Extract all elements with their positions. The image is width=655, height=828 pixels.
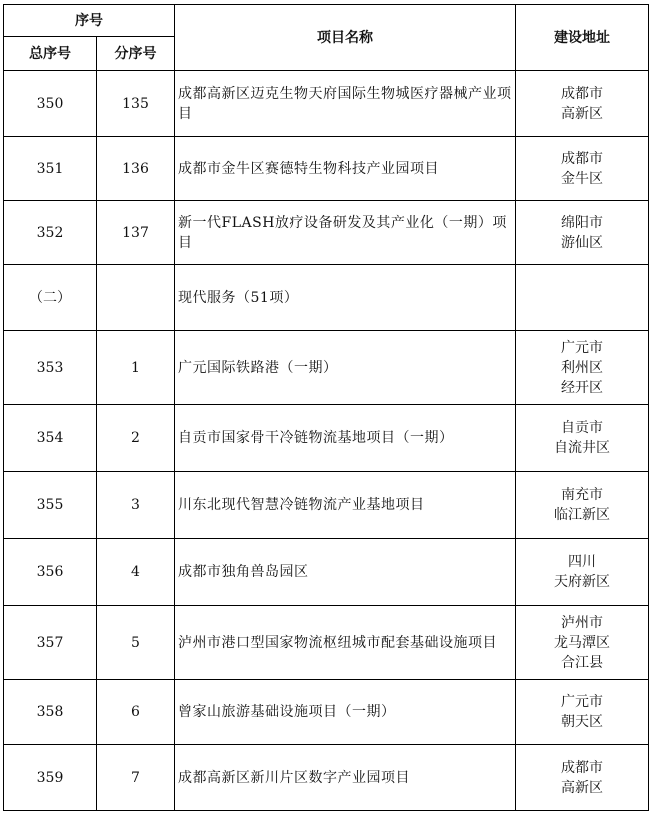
location-cell: 四川 天府新区 — [516, 539, 649, 606]
table-header — [4, 5, 649, 71]
location-cell: 成都市 高新区 — [516, 745, 649, 811]
total-seq-cell: （二） — [4, 265, 97, 331]
location-cell: 广元市 利州区 经开区 — [516, 331, 649, 405]
location-cell: 绵阳市 游仙区 — [516, 201, 649, 265]
seq-group-header: 序号 — [4, 5, 175, 37]
table-row — [4, 137, 649, 201]
total-seq-header: 总序号 — [4, 37, 97, 71]
sub-seq-cell: 136 — [97, 137, 175, 201]
table-row — [4, 71, 649, 137]
project-name-cell: 新一代FLASH放疗设备研发及其产业化（一期）项目 — [175, 201, 516, 265]
project-name-cell: 自贡市国家骨干冷链物流基地项目（一期） — [175, 405, 516, 472]
sub-seq-cell: 135 — [97, 71, 175, 137]
project-name-cell: 成都高新区迈克生物天府国际生物城医疗器械产业项目 — [175, 71, 516, 137]
table-body — [4, 71, 649, 811]
sub-seq-cell: 6 — [97, 680, 175, 745]
table-row — [4, 680, 649, 745]
total-seq-cell: 356 — [4, 539, 97, 606]
location-cell: 成都市 高新区 — [516, 71, 649, 137]
sub-seq-cell: 4 — [97, 539, 175, 606]
sub-seq-cell: 7 — [97, 745, 175, 811]
project-name-cell: 现代服务（51项） — [175, 265, 516, 331]
sub-seq-cell: 1 — [97, 331, 175, 405]
location-cell: 成都市 金牛区 — [516, 137, 649, 201]
location-cell: 自贡市 自流井区 — [516, 405, 649, 472]
project-name-cell: 曾家山旅游基础设施项目（一期） — [175, 680, 516, 745]
total-seq-cell: 357 — [4, 606, 97, 680]
project-name-cell: 泸州市港口型国家物流枢纽城市配套基础设施项目 — [175, 606, 516, 680]
project-name-cell: 成都市独角兽岛园区 — [175, 539, 516, 606]
location-cell: 南充市 临江新区 — [516, 472, 649, 539]
sub-seq-header: 分序号 — [97, 37, 175, 71]
table-row — [4, 201, 649, 265]
project-name-cell: 成都市金牛区赛德特生物科技产业园项目 — [175, 137, 516, 201]
sub-seq-cell: 3 — [97, 472, 175, 539]
total-seq-cell: 353 — [4, 331, 97, 405]
total-seq-cell: 355 — [4, 472, 97, 539]
project-table — [3, 4, 649, 811]
table-row — [4, 539, 649, 606]
total-seq-cell: 351 — [4, 137, 97, 201]
sub-seq-cell: 5 — [97, 606, 175, 680]
table-row — [4, 606, 649, 680]
table-row — [4, 472, 649, 539]
total-seq-cell: 358 — [4, 680, 97, 745]
project-name-header: 项目名称 — [175, 5, 516, 71]
project-name-cell: 成都高新区新川片区数字产业园项目 — [175, 745, 516, 811]
table-row — [4, 405, 649, 472]
total-seq-cell: 359 — [4, 745, 97, 811]
location-header: 建设地址 — [516, 5, 649, 71]
location-cell: 泸州市 龙马潭区 合江县 — [516, 606, 649, 680]
sub-seq-cell: 2 — [97, 405, 175, 472]
sub-seq-cell: 137 — [97, 201, 175, 265]
sub-seq-cell — [97, 265, 175, 331]
total-seq-cell: 350 — [4, 71, 97, 137]
project-name-cell: 川东北现代智慧冷链物流产业基地项目 — [175, 472, 516, 539]
total-seq-cell: 354 — [4, 405, 97, 472]
table-row — [4, 745, 649, 811]
table-row — [4, 265, 649, 331]
location-cell — [516, 265, 649, 331]
location-cell: 广元市 朝天区 — [516, 680, 649, 745]
table-row — [4, 331, 649, 405]
total-seq-cell: 352 — [4, 201, 97, 265]
project-name-cell: 广元国际铁路港（一期） — [175, 331, 516, 405]
